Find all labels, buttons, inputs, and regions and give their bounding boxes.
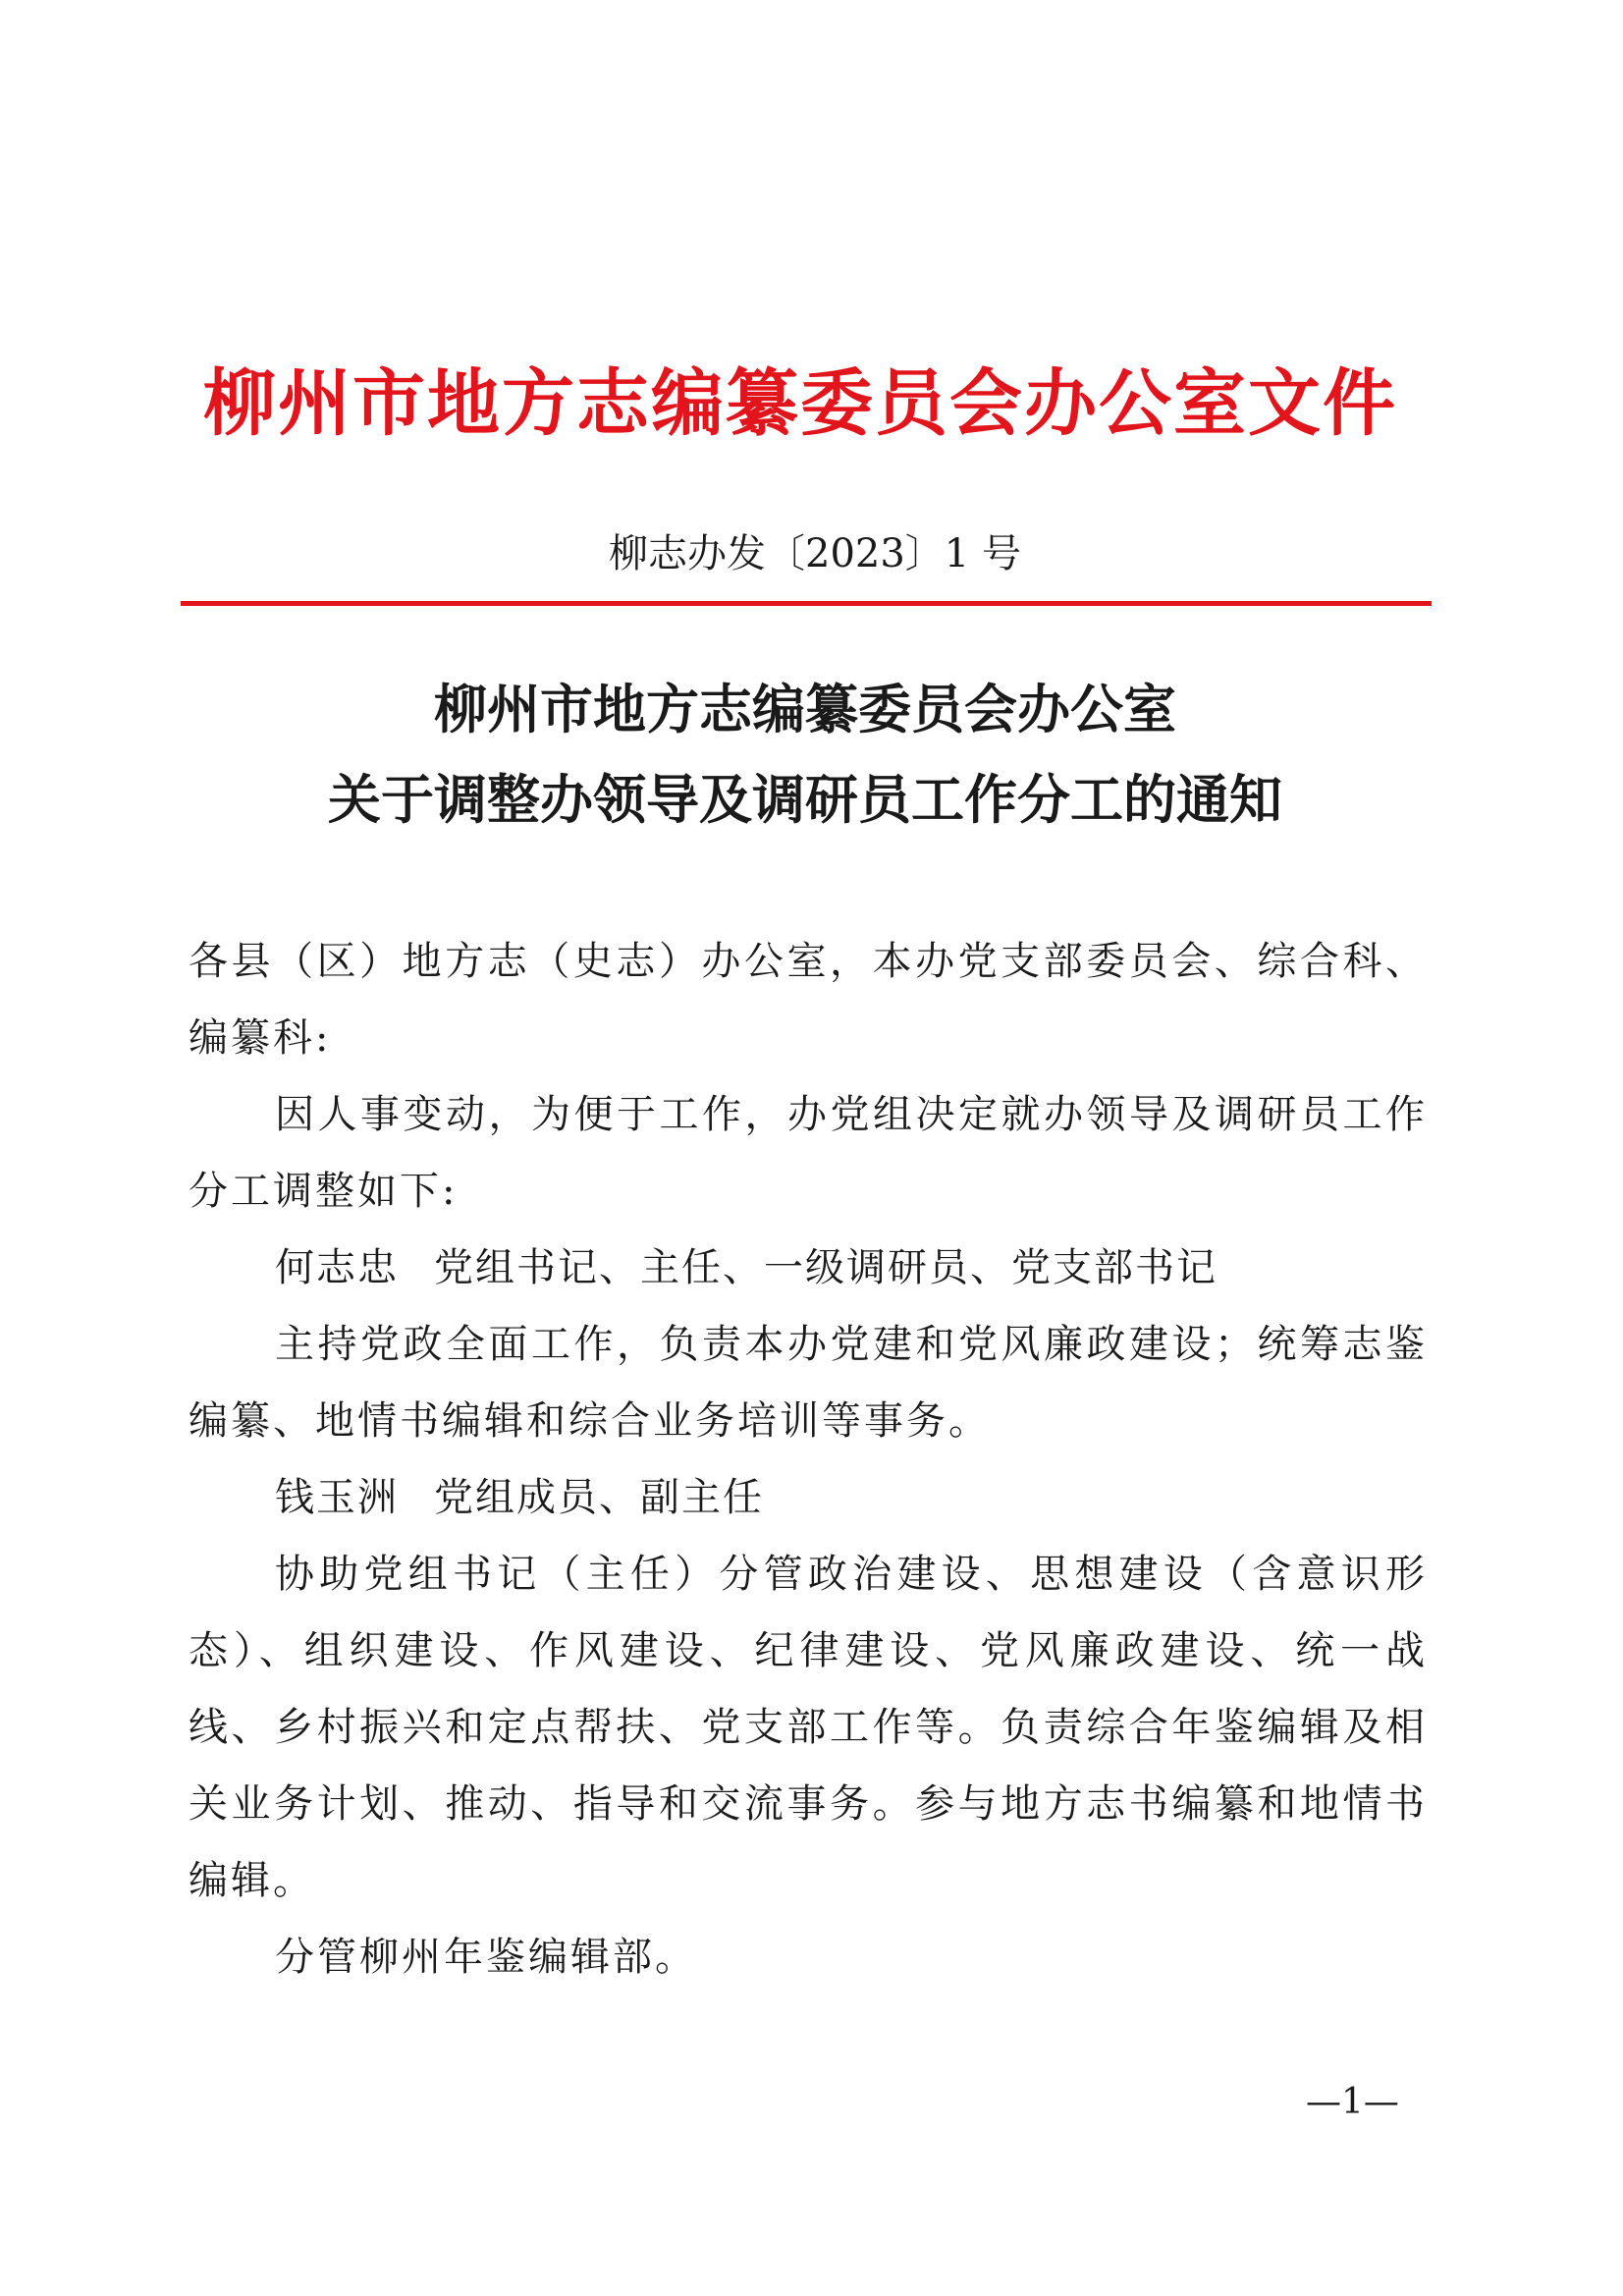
person-heading [189, 1230, 1428, 1306]
person-name: 钱玉洲 [275, 1475, 399, 1520]
red-divider-line [181, 601, 1432, 606]
document-header-title: 柳州市地方志编纂委员会办公室文件 [203, 361, 1397, 446]
document-number: 柳志办发〔2023〕1 号 [609, 531, 1021, 576]
notice-title-line2: 关于调整办领导及调研员工作分工的通知 [328, 769, 1282, 831]
person-duties: 主持党政全面工作，负责本办党建和党风廉政建设；统筹志鉴编纂、地情书编辑和综合业务培训等事务。 [189, 1322, 1428, 1444]
person-title: 党组成员、副主任 [434, 1475, 764, 1520]
person-heading [189, 1459, 1428, 1536]
person-duties: 协助党组书记（主任）分管政治建设、思想建设（含意识形态）、组织建设、作风建设、纪律建设、党风廉政建设、统一战线、乡村振兴和定点帮扶、党支部工作等。负责综合年鉴编辑及相关业务计划、推动、指导和交流事务。参与地方志书编纂和地情书编辑。 [189, 1552, 1428, 1903]
document-body [189, 923, 1428, 1995]
person-name: 何志忠 [275, 1245, 399, 1290]
person-oversees: 分管柳州年鉴编辑部。 [275, 1935, 697, 1980]
page-number: —1— [1306, 2082, 1399, 2122]
person-title: 党组书记、主任、一级调研员、党支部书记 [434, 1245, 1217, 1290]
notice-title-line1: 柳州市地方志编纂委员会办公室 [434, 679, 1176, 740]
intro-paragraph: 因人事变动，为便于工作，办党组决定就办领导及调研员工作分工调整如下: [189, 1092, 1428, 1214]
recipients-paragraph: 各县（区）地方志（史志）办公室，本办党支部委员会、综合科、编纂科: [189, 939, 1428, 1061]
